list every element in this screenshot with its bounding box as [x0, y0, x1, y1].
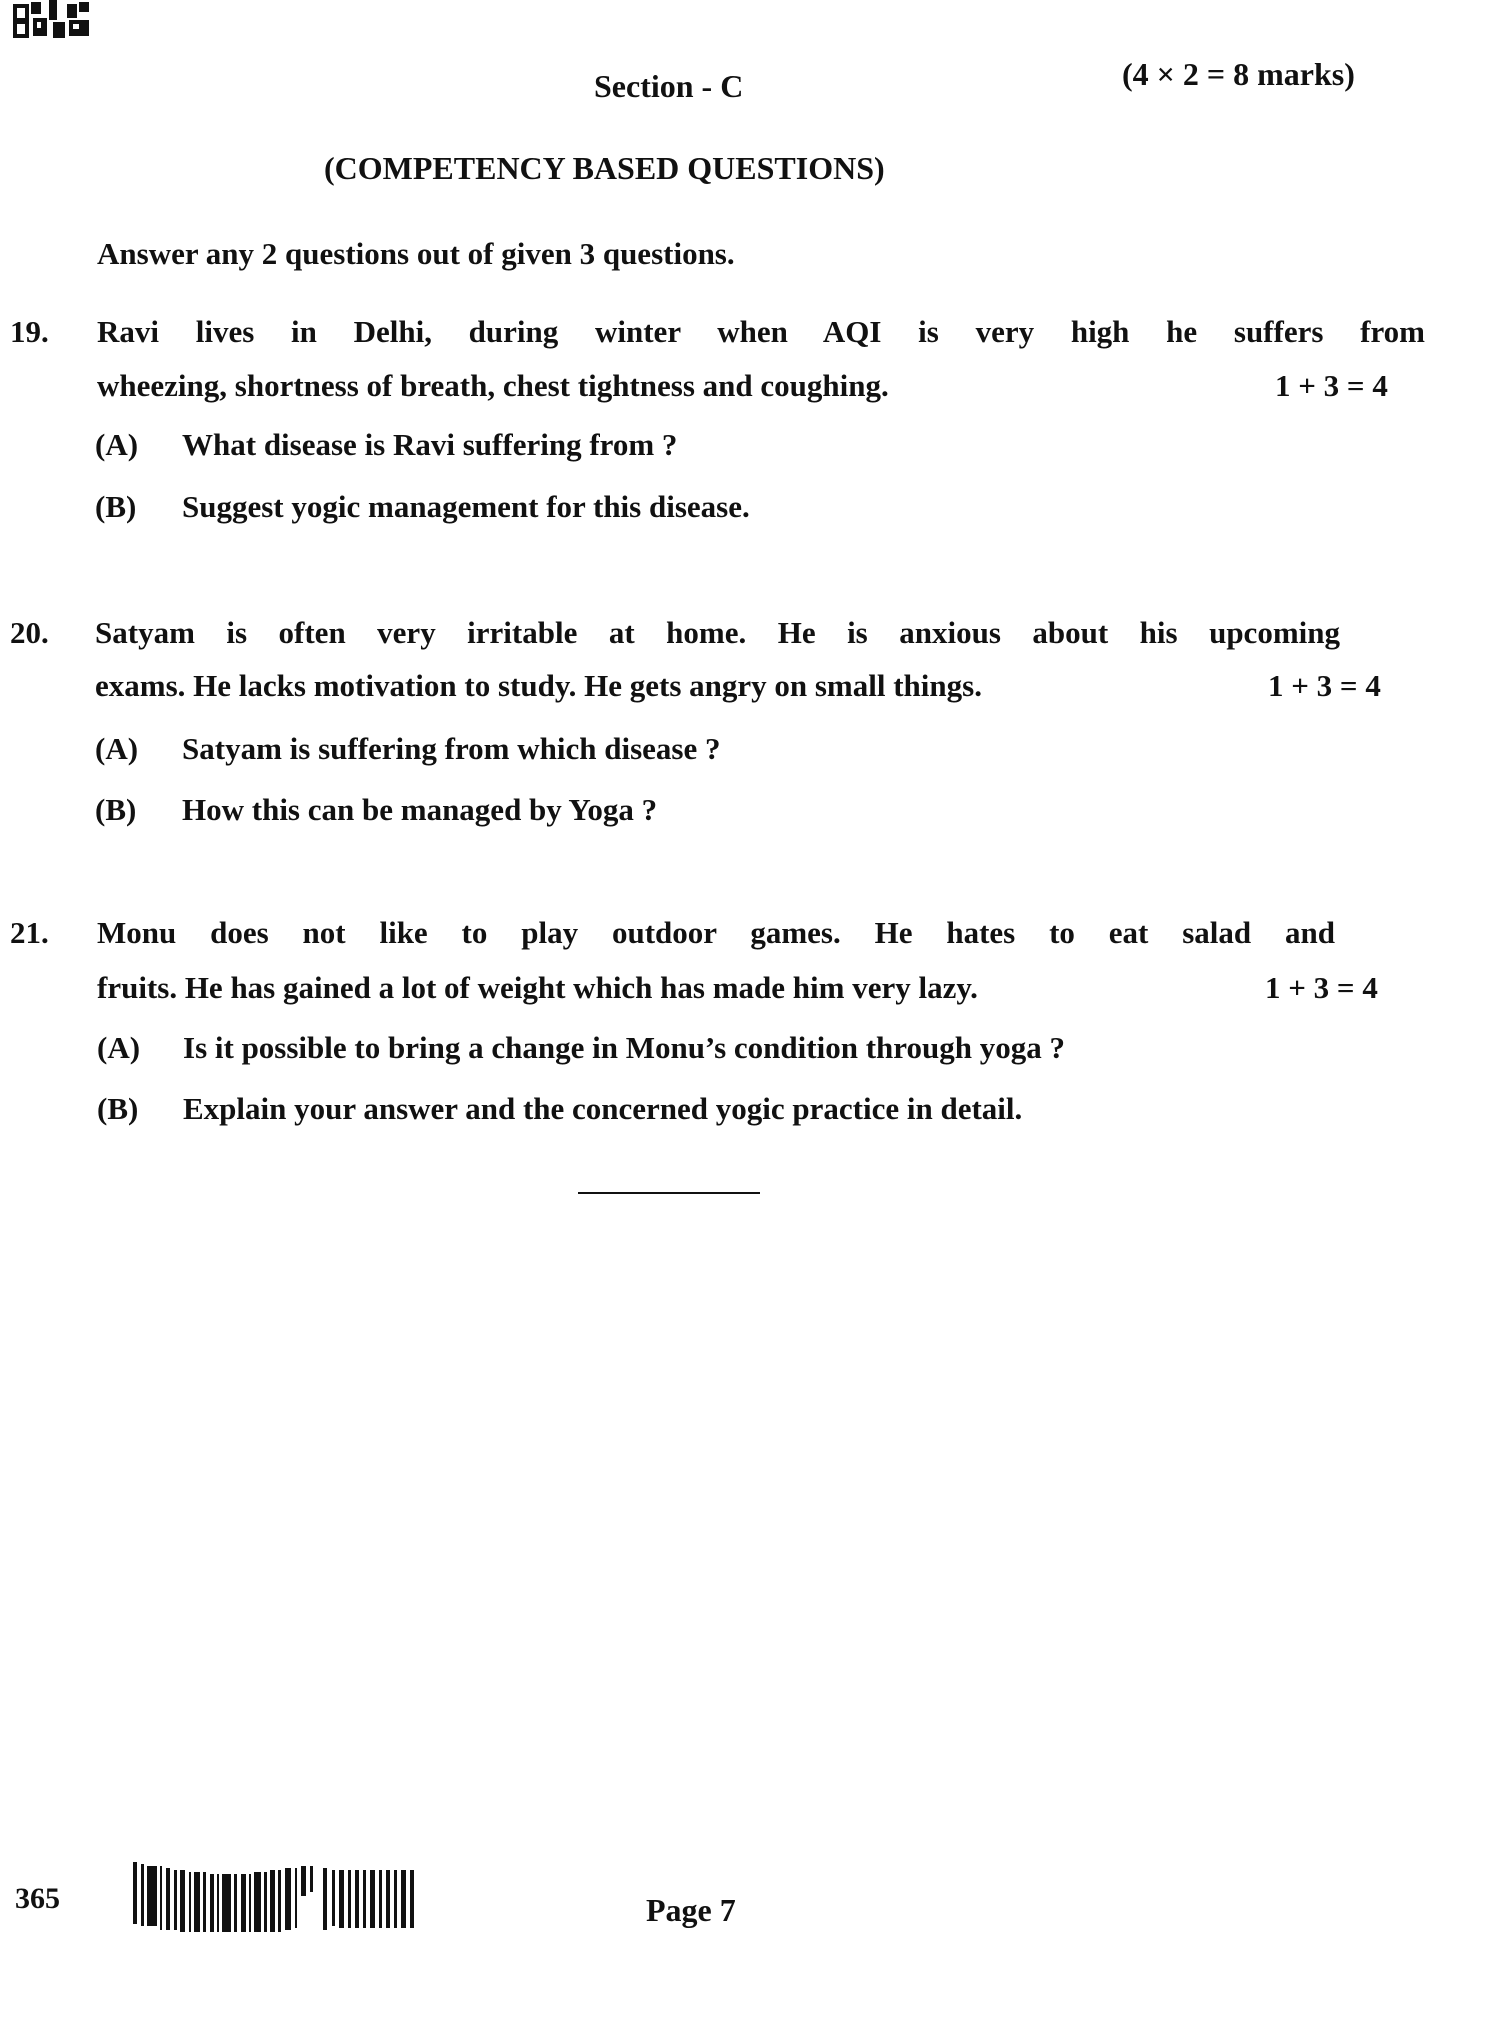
part-text: What disease is Ravi suffering from ?: [182, 427, 678, 462]
question-text-line2: exams. He lacks motivation to study. He gets angry on small things.: [95, 668, 982, 703]
part-text: Is it possible to bring a change in Monu’s condition through yoga ?: [183, 1030, 1065, 1065]
barcode: [133, 1862, 421, 1932]
instruction: Answer any 2 questions out of given 3 questions.: [97, 236, 735, 271]
part-label: (B): [97, 1091, 139, 1126]
question-text-line1: Monu does not like to play outdoor games. He hates to eat salad and: [97, 915, 1335, 950]
section-title: Section - C: [594, 68, 744, 104]
part-text: Explain your answer and the concerned yogic practice in detail.: [183, 1091, 1023, 1126]
question-marks: 1 + 3 = 4: [1275, 368, 1388, 403]
question-marks: 1 + 3 = 4: [1265, 970, 1378, 1005]
part-label: (A): [95, 731, 139, 766]
part-text: How this can be managed by Yoga ?: [182, 792, 658, 827]
end-rule: [578, 1192, 760, 1194]
part-label: (B): [95, 792, 137, 827]
section-marks: (4 × 2 = 8 marks): [1122, 56, 1355, 92]
paper-code: 365: [15, 1882, 60, 1915]
question-text-line1: Satyam is often very irritable at home. He is anxious about his upcoming: [95, 615, 1340, 650]
question-text-line1: Ravi lives in Delhi, during winter when AQI is very high he suffers from: [97, 314, 1425, 349]
part-text: Satyam is suffering from which disease ?: [182, 731, 721, 766]
part-label: (A): [95, 427, 139, 462]
part-label: (B): [95, 489, 137, 524]
question-number: 20.: [10, 615, 49, 650]
section-subtitle: (COMPETENCY BASED QUESTIONS): [324, 150, 885, 186]
question-text-line2: fruits. He has gained a lot of weight which has made him very lazy.: [97, 970, 978, 1005]
part-text: Suggest yogic management for this disease.: [182, 489, 750, 524]
question-number: 21.: [10, 915, 49, 950]
qr-code: [13, 0, 93, 40]
question-number: 19.: [10, 314, 49, 349]
page-number: Page 7: [646, 1892, 736, 1928]
question-marks: 1 + 3 = 4: [1268, 668, 1381, 703]
question-text-line2: wheezing, shortness of breath, chest tightness and coughing.: [97, 368, 889, 403]
part-label: (A): [97, 1030, 141, 1065]
